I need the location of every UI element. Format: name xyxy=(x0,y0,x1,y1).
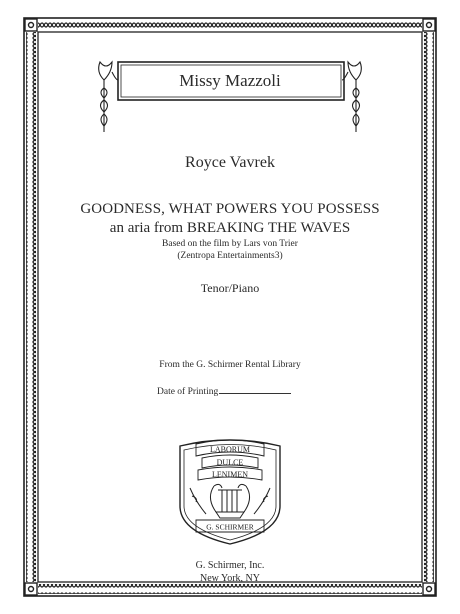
publisher-name: G. Schirmer, Inc. xyxy=(195,560,265,571)
composer-name: Missy Mazzoli xyxy=(179,71,281,90)
seal-motto-1: LABORUM xyxy=(209,445,251,454)
work-title: GOODNESS, WHAT POWERS YOU POSSESS xyxy=(80,201,380,217)
rental-library-note: From the G. Schirmer Rental Library xyxy=(159,360,301,370)
publisher-location: New York, NY xyxy=(199,573,260,584)
instrumentation: Tenor/Piano xyxy=(200,281,260,295)
date-of-printing xyxy=(157,384,291,397)
work-subtitle: an aria from BREAKING THE WAVES xyxy=(109,220,351,236)
date-of-printing-blank xyxy=(219,384,291,394)
lyre-icon xyxy=(190,484,270,518)
seal-motto-2: DULCE xyxy=(216,458,244,467)
production-credit: (Zentropa Entertainments3) xyxy=(177,251,283,261)
based-on-note: Based on the film by Lars von Trier xyxy=(162,239,298,249)
seal-name: G. SCHIRMER xyxy=(206,522,254,532)
date-of-printing-label: Date of Printing xyxy=(157,387,219,397)
librettist-name: Royce Vavrek xyxy=(185,154,275,171)
schirmer-seal xyxy=(166,436,294,548)
seal-motto-3: LENIMEN xyxy=(212,470,248,479)
